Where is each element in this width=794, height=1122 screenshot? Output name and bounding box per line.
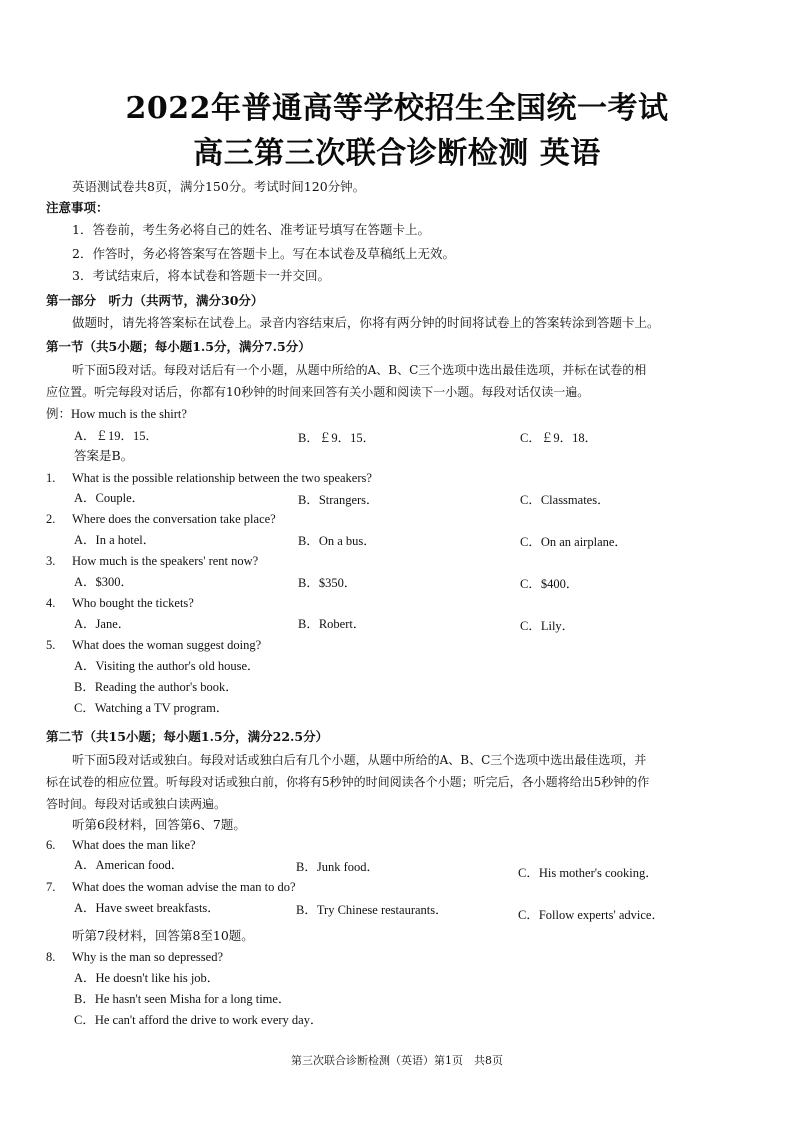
question-text: Where does the conversation take place? xyxy=(72,512,276,526)
option-a: A．$300． xyxy=(74,575,134,589)
option-b: B．Reading the author's book． xyxy=(74,680,238,694)
question-text: What does the woman advise the man to do? xyxy=(72,880,296,894)
example-question: 例：How much is the shirt? xyxy=(46,407,187,421)
option-b: B．Strangers． xyxy=(298,493,379,507)
question-number: 8. xyxy=(46,950,56,964)
option-b: B．Robert． xyxy=(298,617,366,631)
option-a: A．Jane． xyxy=(74,617,131,631)
notice-item: 3．考试结束后，将本试卷和答题卡一并交回。 xyxy=(72,268,330,283)
part1-instruction: 做题时，请先将答案标在试卷上。录音内容结束后，你将有两分钟的时间将试卷上的答案转涂到答题卡上。 xyxy=(72,315,660,330)
exam-title: 2022年普通高等学校招生全国统一考试 xyxy=(125,91,669,126)
question-text: How much is the speakers' rent now? xyxy=(72,554,259,568)
option-b: B．He hasn't seen Misha for a long time． xyxy=(74,992,291,1006)
notice-item: 1．答卷前，考生务必将自己的姓名、准考证号填写在答题卡上。 xyxy=(72,222,430,237)
option-a: A．He doesn't like his job． xyxy=(74,971,220,985)
option-c: C．Classmates． xyxy=(520,493,610,507)
intro-text: 英语测试卷共8页，满分150分。考试时间120分钟。 xyxy=(72,179,366,194)
question-number: 1. xyxy=(46,471,56,485)
section2-instruction: 答时间。每段对话或独白读两遍。 xyxy=(46,797,227,811)
notice-item: 2．作答时，务必将答案写在答题卡上。写在本试卷及草稿纸上无效。 xyxy=(72,246,455,261)
section1-instruction: 应位置。听完每段对话后，你都有10秒钟的时间来回答有关小题和阅读下一小题。每段对话仅读一遍。 xyxy=(46,385,590,399)
option-a: A．Visiting the author's old house． xyxy=(74,659,260,673)
question-number: 4. xyxy=(46,596,56,610)
section2-instruction: 听下面5段对话或独白。每段对话或独白后有几个小题，从题中所给的A、B、C三个选项中选出最佳选项，并 xyxy=(72,753,647,767)
part1-heading: 第一部分 听力（共两节，满分30分） xyxy=(46,293,264,308)
example-option-a: A．￡19．15． xyxy=(74,429,159,443)
option-b: B．$350． xyxy=(298,576,357,590)
section2-heading: 第二节（共15小题；每小题1.5分，满分22.5分） xyxy=(46,729,329,744)
material-note: 听第6段材料，回答第6、7题。 xyxy=(72,817,246,832)
question-number: 7. xyxy=(46,880,56,894)
option-c: C．On an airplane． xyxy=(520,535,627,549)
page-footer: 第三次联合诊断检测（英语）第1页 共8页 xyxy=(291,1054,503,1067)
question-number: 2. xyxy=(46,512,56,526)
option-a: A．Have sweet breakfasts． xyxy=(74,901,220,915)
example-answer: 答案是B。 xyxy=(74,448,134,463)
question-text: What is the possible relationship between the two speakers? xyxy=(72,471,372,485)
question-text: What does the woman suggest doing? xyxy=(72,638,262,652)
exam-subtitle: 高三第三次联合诊断检测 英语 xyxy=(193,136,601,171)
option-c: C．Lily． xyxy=(520,619,575,633)
option-c: C．Watching a TV program． xyxy=(74,701,229,715)
option-c: C．He can't afford the drive to work every day． xyxy=(74,1013,323,1027)
option-a: A．In a hotel． xyxy=(74,533,156,547)
question-text: Who bought the tickets? xyxy=(72,596,194,610)
option-c: C．Follow experts' advice． xyxy=(518,908,664,922)
question-number: 5. xyxy=(46,638,56,652)
example-option-b: B．￡9．15． xyxy=(298,431,376,445)
question-number: 6. xyxy=(46,838,56,852)
option-a: A．American food． xyxy=(74,858,184,872)
option-b: B．Try Chinese restaurants． xyxy=(296,903,448,917)
question-text: What does the man like? xyxy=(72,838,196,852)
material-note: 听第7段材料，回答第8至10题。 xyxy=(72,928,254,943)
option-a: A．Couple． xyxy=(74,491,145,505)
option-c: C．His mother's cooking． xyxy=(518,866,658,880)
question-number: 3. xyxy=(46,554,56,568)
section2-instruction: 标在试卷的相应位置。听每段对话或独白前，你将有5秒钟的时间阅读各个小题；听完后，各小题将给出5秒钟的作 xyxy=(46,775,650,789)
example-option-c: C．￡9．18． xyxy=(520,431,598,445)
option-c: C．$400． xyxy=(520,577,579,591)
notice-heading: 注意事项： xyxy=(46,200,109,215)
question-text: Why is the man so depressed? xyxy=(72,950,224,964)
section1-heading: 第一节（共5小题；每小题1.5分，满分7.5分） xyxy=(46,339,311,354)
option-b: B．On a bus． xyxy=(298,534,376,548)
option-b: B．Junk food． xyxy=(296,860,379,874)
section1-instruction: 听下面5段对话。每段对话后有一个小题，从题中所给的A、B、C三个选项中选出最佳选项，并标在试卷的相 xyxy=(72,363,647,377)
